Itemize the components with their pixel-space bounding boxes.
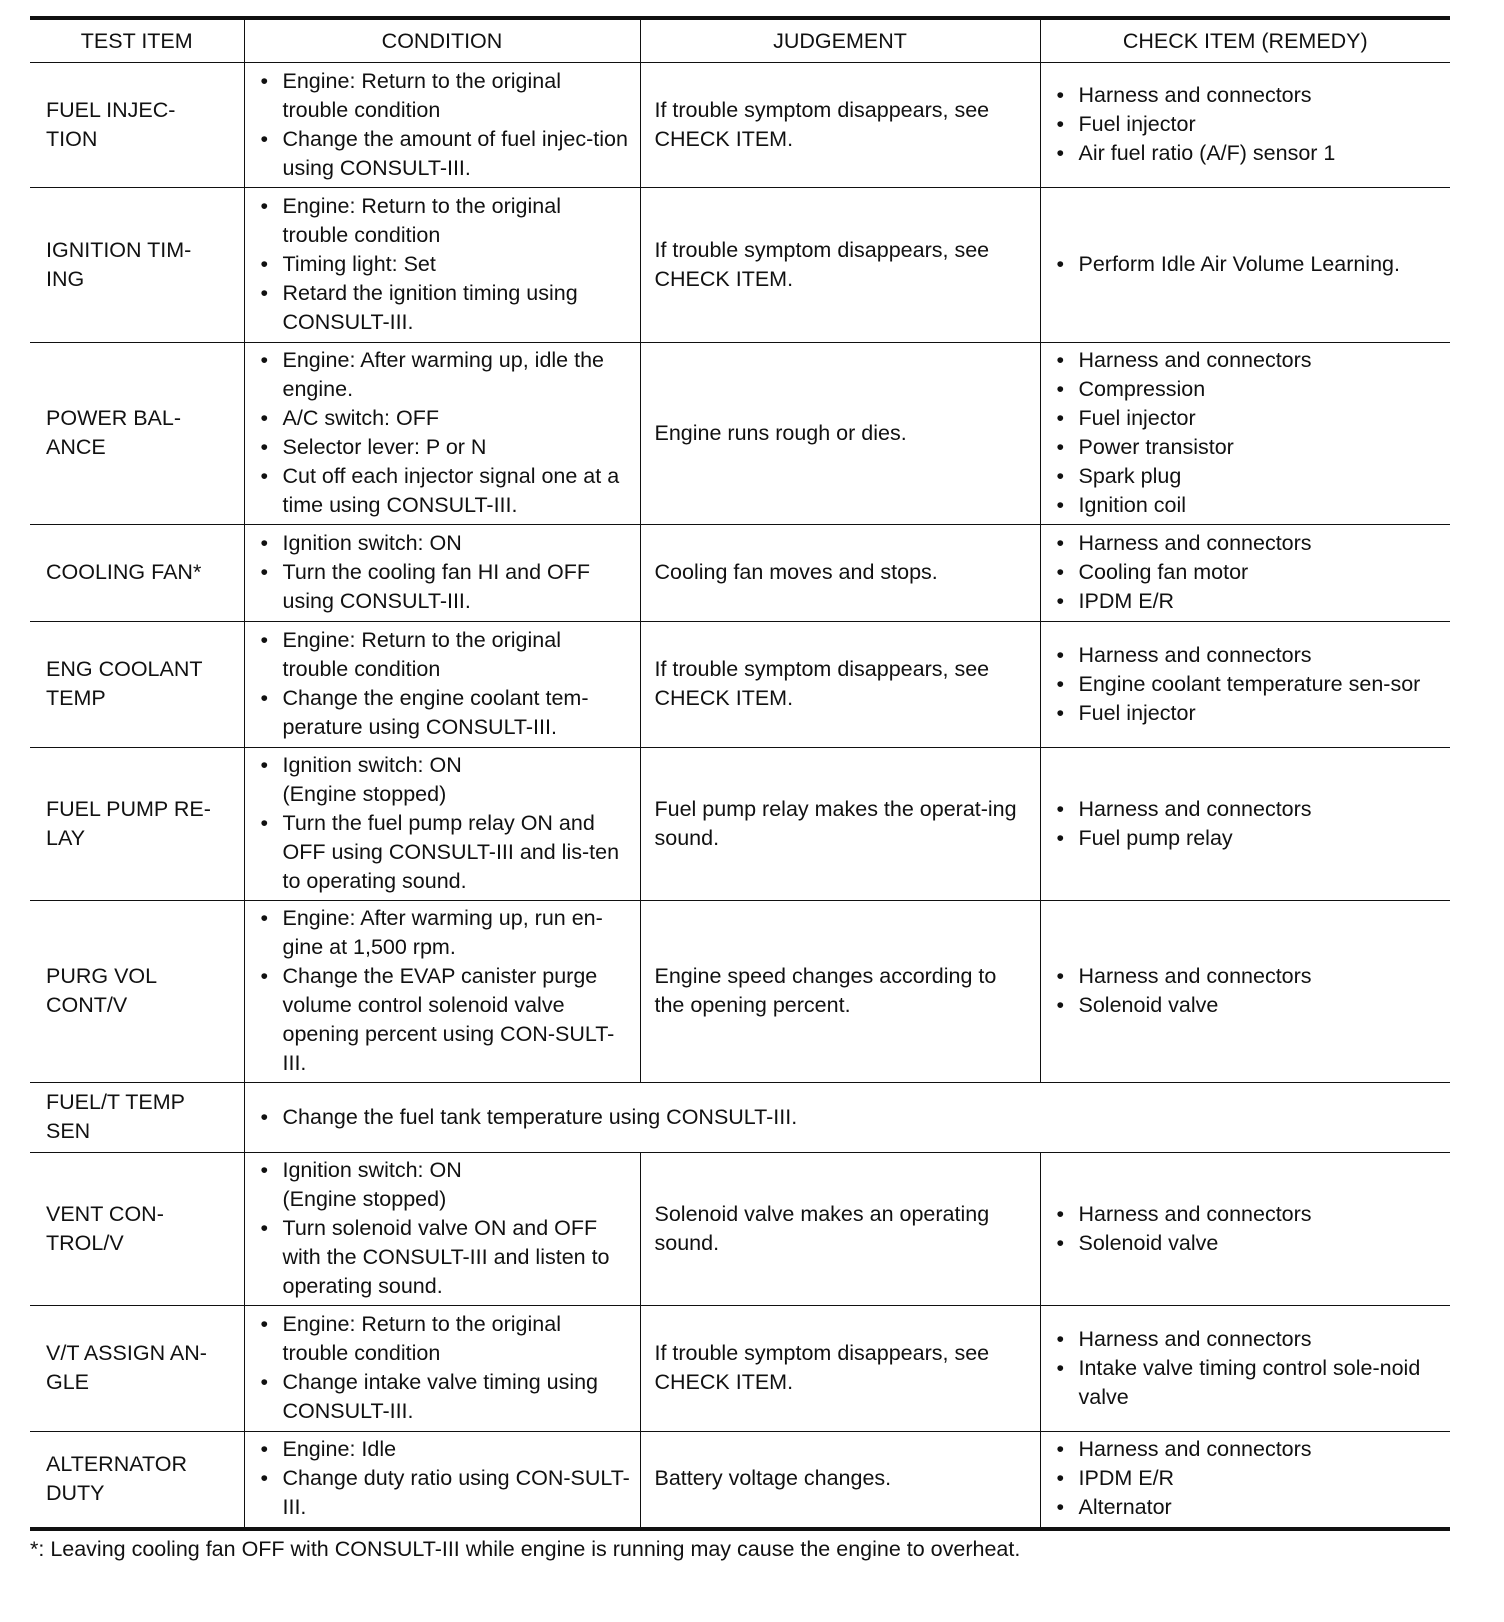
condition-item: • Change duty ratio using CON-SULT-III. bbox=[261, 1464, 632, 1522]
check-item: • Fuel injector bbox=[1057, 699, 1443, 728]
test-item-label: VENT CON- TROL/V bbox=[46, 1201, 164, 1255]
condition-item: • Change the fuel tank temperature using CONSULT-III. bbox=[261, 1103, 1443, 1132]
check-item-list bbox=[1057, 250, 1443, 279]
check-item: • Harness and connectors bbox=[1057, 346, 1443, 375]
test-item-label: ALTERNATOR DUTY bbox=[46, 1451, 187, 1505]
condition-list bbox=[261, 1103, 1443, 1132]
condition-item: • Timing light: Set bbox=[261, 250, 632, 279]
check-item: • Harness and connectors bbox=[1057, 529, 1443, 558]
check-item-cell bbox=[1040, 525, 1450, 622]
header-test-item: TEST ITEM bbox=[30, 18, 244, 63]
test-item-cell bbox=[30, 343, 244, 525]
condition-cell bbox=[244, 1432, 640, 1529]
check-item-cell bbox=[1040, 1153, 1450, 1306]
check-item: • Fuel injector bbox=[1057, 110, 1443, 139]
check-item: • Ignition coil bbox=[1057, 491, 1443, 520]
judgement-cell: Fuel pump relay makes the operat-ing sound. bbox=[640, 748, 1040, 901]
table-row bbox=[30, 63, 1450, 188]
check-item: • Engine coolant temperature sen-sor bbox=[1057, 670, 1443, 699]
table-row bbox=[30, 901, 1450, 1083]
condition-list bbox=[261, 1435, 632, 1522]
condition-cell bbox=[244, 901, 640, 1083]
check-item: • Harness and connectors bbox=[1057, 1435, 1443, 1464]
check-item-cell bbox=[1040, 748, 1450, 901]
check-item: • Compression bbox=[1057, 375, 1443, 404]
condition-item: • Ignition switch: ON (Engine stopped) bbox=[261, 751, 632, 809]
test-item-label: IGNITION TIM- ING bbox=[46, 237, 192, 291]
condition-item: • Ignition switch: ON bbox=[261, 529, 632, 558]
check-item: • Harness and connectors bbox=[1057, 962, 1443, 991]
condition-item: • Turn the cooling fan HI and OFF using CONSULT-III. bbox=[261, 558, 632, 616]
table-body bbox=[30, 63, 1450, 1529]
check-item-list bbox=[1057, 962, 1443, 1020]
check-item: • Solenoid valve bbox=[1057, 991, 1443, 1020]
test-item-cell bbox=[30, 748, 244, 901]
condition-item: • Engine: After warming up, run en-gine at 1,500 rpm. bbox=[261, 904, 632, 962]
check-item-list bbox=[1057, 346, 1443, 520]
condition-item: • A/C switch: OFF bbox=[261, 404, 632, 433]
check-item: • Cooling fan motor bbox=[1057, 558, 1443, 587]
test-item-cell bbox=[30, 901, 244, 1083]
check-item-cell bbox=[1040, 622, 1450, 748]
test-item-cell bbox=[30, 622, 244, 748]
test-item-label: COOLING FAN* bbox=[46, 560, 202, 584]
condition-item: • Engine: Return to the original trouble condition bbox=[261, 192, 632, 250]
table-row bbox=[30, 1432, 1450, 1529]
judgement-cell: If trouble symptom disappears, see CHECK ITEM. bbox=[640, 188, 1040, 343]
condition-item: • Engine: Return to the original trouble condition bbox=[261, 1310, 632, 1368]
test-item-label: FUEL PUMP RE- LAY bbox=[46, 796, 211, 850]
check-item: • Solenoid valve bbox=[1057, 1229, 1443, 1258]
condition-list bbox=[261, 529, 632, 616]
judgement-cell: Solenoid valve makes an operating sound. bbox=[640, 1153, 1040, 1306]
condition-cell bbox=[244, 63, 640, 188]
test-item-label: FUEL/T TEMP SEN bbox=[46, 1090, 185, 1143]
judgement-cell: Engine runs rough or dies. bbox=[640, 343, 1040, 525]
condition-item: • Engine: Return to the original trouble condition bbox=[261, 67, 632, 125]
check-item: • IPDM E/R bbox=[1057, 587, 1443, 616]
condition-list bbox=[261, 626, 632, 742]
test-item-label: PURG VOL CONT/V bbox=[46, 964, 158, 1017]
test-item-cell bbox=[30, 188, 244, 343]
condition-cell bbox=[244, 1306, 640, 1432]
condition-cell bbox=[244, 622, 640, 748]
condition-cell bbox=[244, 188, 640, 343]
judgement-cell: If trouble symptom disappears, see CHECK ITEM. bbox=[640, 63, 1040, 188]
check-item: • Harness and connectors bbox=[1057, 1325, 1443, 1354]
table-row bbox=[30, 1306, 1450, 1432]
condition-item: • Engine: After warming up, idle the engine. bbox=[261, 346, 632, 404]
condition-item: • Change the amount of fuel injec-tion using CONSULT-III. bbox=[261, 125, 632, 183]
condition-item: • Turn the fuel pump relay ON and OFF using CONSULT-III and lis-ten to operating sound. bbox=[261, 809, 632, 896]
test-item-label: POWER BAL- ANCE bbox=[46, 406, 181, 459]
check-item: • Power transistor bbox=[1057, 433, 1443, 462]
condition-item: • Retard the ignition timing using CONSULT-III. bbox=[261, 279, 632, 337]
table-row bbox=[30, 1153, 1450, 1306]
check-item: • IPDM E/R bbox=[1057, 1464, 1443, 1493]
condition-list bbox=[261, 346, 632, 520]
table-row bbox=[30, 622, 1450, 748]
check-item-list bbox=[1057, 529, 1443, 616]
condition-item: • Selector lever: P or N bbox=[261, 433, 632, 462]
check-item: • Alternator bbox=[1057, 1493, 1443, 1522]
condition-cell bbox=[244, 343, 640, 525]
judgement-cell: Engine speed changes according to the opening percent. bbox=[640, 901, 1040, 1083]
check-item-cell bbox=[1040, 188, 1450, 343]
check-item-cell bbox=[1040, 901, 1450, 1083]
check-item: • Intake valve timing control sole-noid valve bbox=[1057, 1354, 1443, 1412]
check-item-list bbox=[1057, 795, 1443, 853]
condition-list bbox=[261, 67, 632, 183]
test-item-cell bbox=[30, 525, 244, 622]
header-check-item: CHECK ITEM (REMEDY) bbox=[1040, 18, 1450, 63]
condition-list bbox=[261, 192, 632, 337]
check-item: • Harness and connectors bbox=[1057, 795, 1443, 824]
condition-cell bbox=[244, 525, 640, 622]
check-item: • Perform Idle Air Volume Learning. bbox=[1057, 250, 1443, 279]
check-item-cell bbox=[1040, 1306, 1450, 1432]
condition-list bbox=[261, 1156, 632, 1301]
footnote: *: Leaving cooling fan OFF with CONSULT-III while engine is running may cause the engine to overheat. bbox=[30, 1536, 1021, 1561]
condition-cell bbox=[244, 748, 640, 901]
condition-item: • Change intake valve timing using CONSULT-III. bbox=[261, 1368, 632, 1426]
test-item-cell bbox=[30, 1083, 244, 1153]
condition-item: • Change the EVAP canister purge volume control solenoid valve opening percent using CON-SULT-III. bbox=[261, 962, 632, 1078]
judgement-cell: Cooling fan moves and stops. bbox=[640, 525, 1040, 622]
table-row bbox=[30, 525, 1450, 622]
check-item: • Harness and connectors bbox=[1057, 81, 1443, 110]
check-item: • Air fuel ratio (A/F) sensor 1 bbox=[1057, 139, 1443, 168]
condition-item: • Ignition switch: ON (Engine stopped) bbox=[261, 1156, 632, 1214]
condition-item: • Engine: Idle bbox=[261, 1435, 632, 1464]
condition-full-cell bbox=[244, 1083, 1450, 1153]
table-header-row bbox=[30, 18, 1450, 63]
header-condition: CONDITION bbox=[244, 18, 640, 63]
condition-list bbox=[261, 904, 632, 1078]
test-item-label: ENG COOLANT TEMP bbox=[46, 657, 203, 710]
test-item-label: V/T ASSIGN AN- GLE bbox=[46, 1341, 207, 1394]
check-item-cell bbox=[1040, 1432, 1450, 1529]
table-row bbox=[30, 343, 1450, 525]
check-item-list bbox=[1057, 81, 1443, 168]
condition-cell bbox=[244, 1153, 640, 1306]
condition-item: • Change the engine coolant tem-perature using CONSULT-III. bbox=[261, 684, 632, 742]
check-item: • Fuel pump relay bbox=[1057, 824, 1443, 853]
condition-item: • Engine: Return to the original trouble condition bbox=[261, 626, 632, 684]
test-item-cell bbox=[30, 1153, 244, 1306]
active-test-table bbox=[30, 16, 1450, 1531]
document-page bbox=[30, 16, 1450, 1564]
check-item-list bbox=[1057, 641, 1443, 728]
judgement-cell: Battery voltage changes. bbox=[640, 1432, 1040, 1529]
check-item: • Fuel injector bbox=[1057, 404, 1443, 433]
check-item: • Spark plug bbox=[1057, 462, 1443, 491]
judgement-cell: If trouble symptom disappears, see CHECK ITEM. bbox=[640, 622, 1040, 748]
check-item-cell bbox=[1040, 343, 1450, 525]
condition-item: • Turn solenoid valve ON and OFF with the CONSULT-III and listen to operating sound. bbox=[261, 1214, 632, 1301]
test-item-label: FUEL INJEC- TION bbox=[46, 97, 176, 151]
condition-list bbox=[261, 1310, 632, 1426]
check-item-list bbox=[1057, 1325, 1443, 1412]
table-row bbox=[30, 748, 1450, 901]
judgement-cell: If trouble symptom disappears, see CHECK ITEM. bbox=[640, 1306, 1040, 1432]
header-judgement: JUDGEMENT bbox=[640, 18, 1040, 63]
check-item-list bbox=[1057, 1200, 1443, 1258]
table-row bbox=[30, 1083, 1450, 1153]
table-row bbox=[30, 188, 1450, 343]
test-item-cell bbox=[30, 1432, 244, 1529]
condition-item: • Cut off each injector signal one at a time using CONSULT-III. bbox=[261, 462, 632, 520]
test-item-cell bbox=[30, 1306, 244, 1432]
check-item: • Harness and connectors bbox=[1057, 1200, 1443, 1229]
check-item-list bbox=[1057, 1435, 1443, 1522]
condition-list bbox=[261, 751, 632, 896]
check-item: • Harness and connectors bbox=[1057, 641, 1443, 670]
test-item-cell bbox=[30, 63, 244, 188]
check-item-cell bbox=[1040, 63, 1450, 188]
